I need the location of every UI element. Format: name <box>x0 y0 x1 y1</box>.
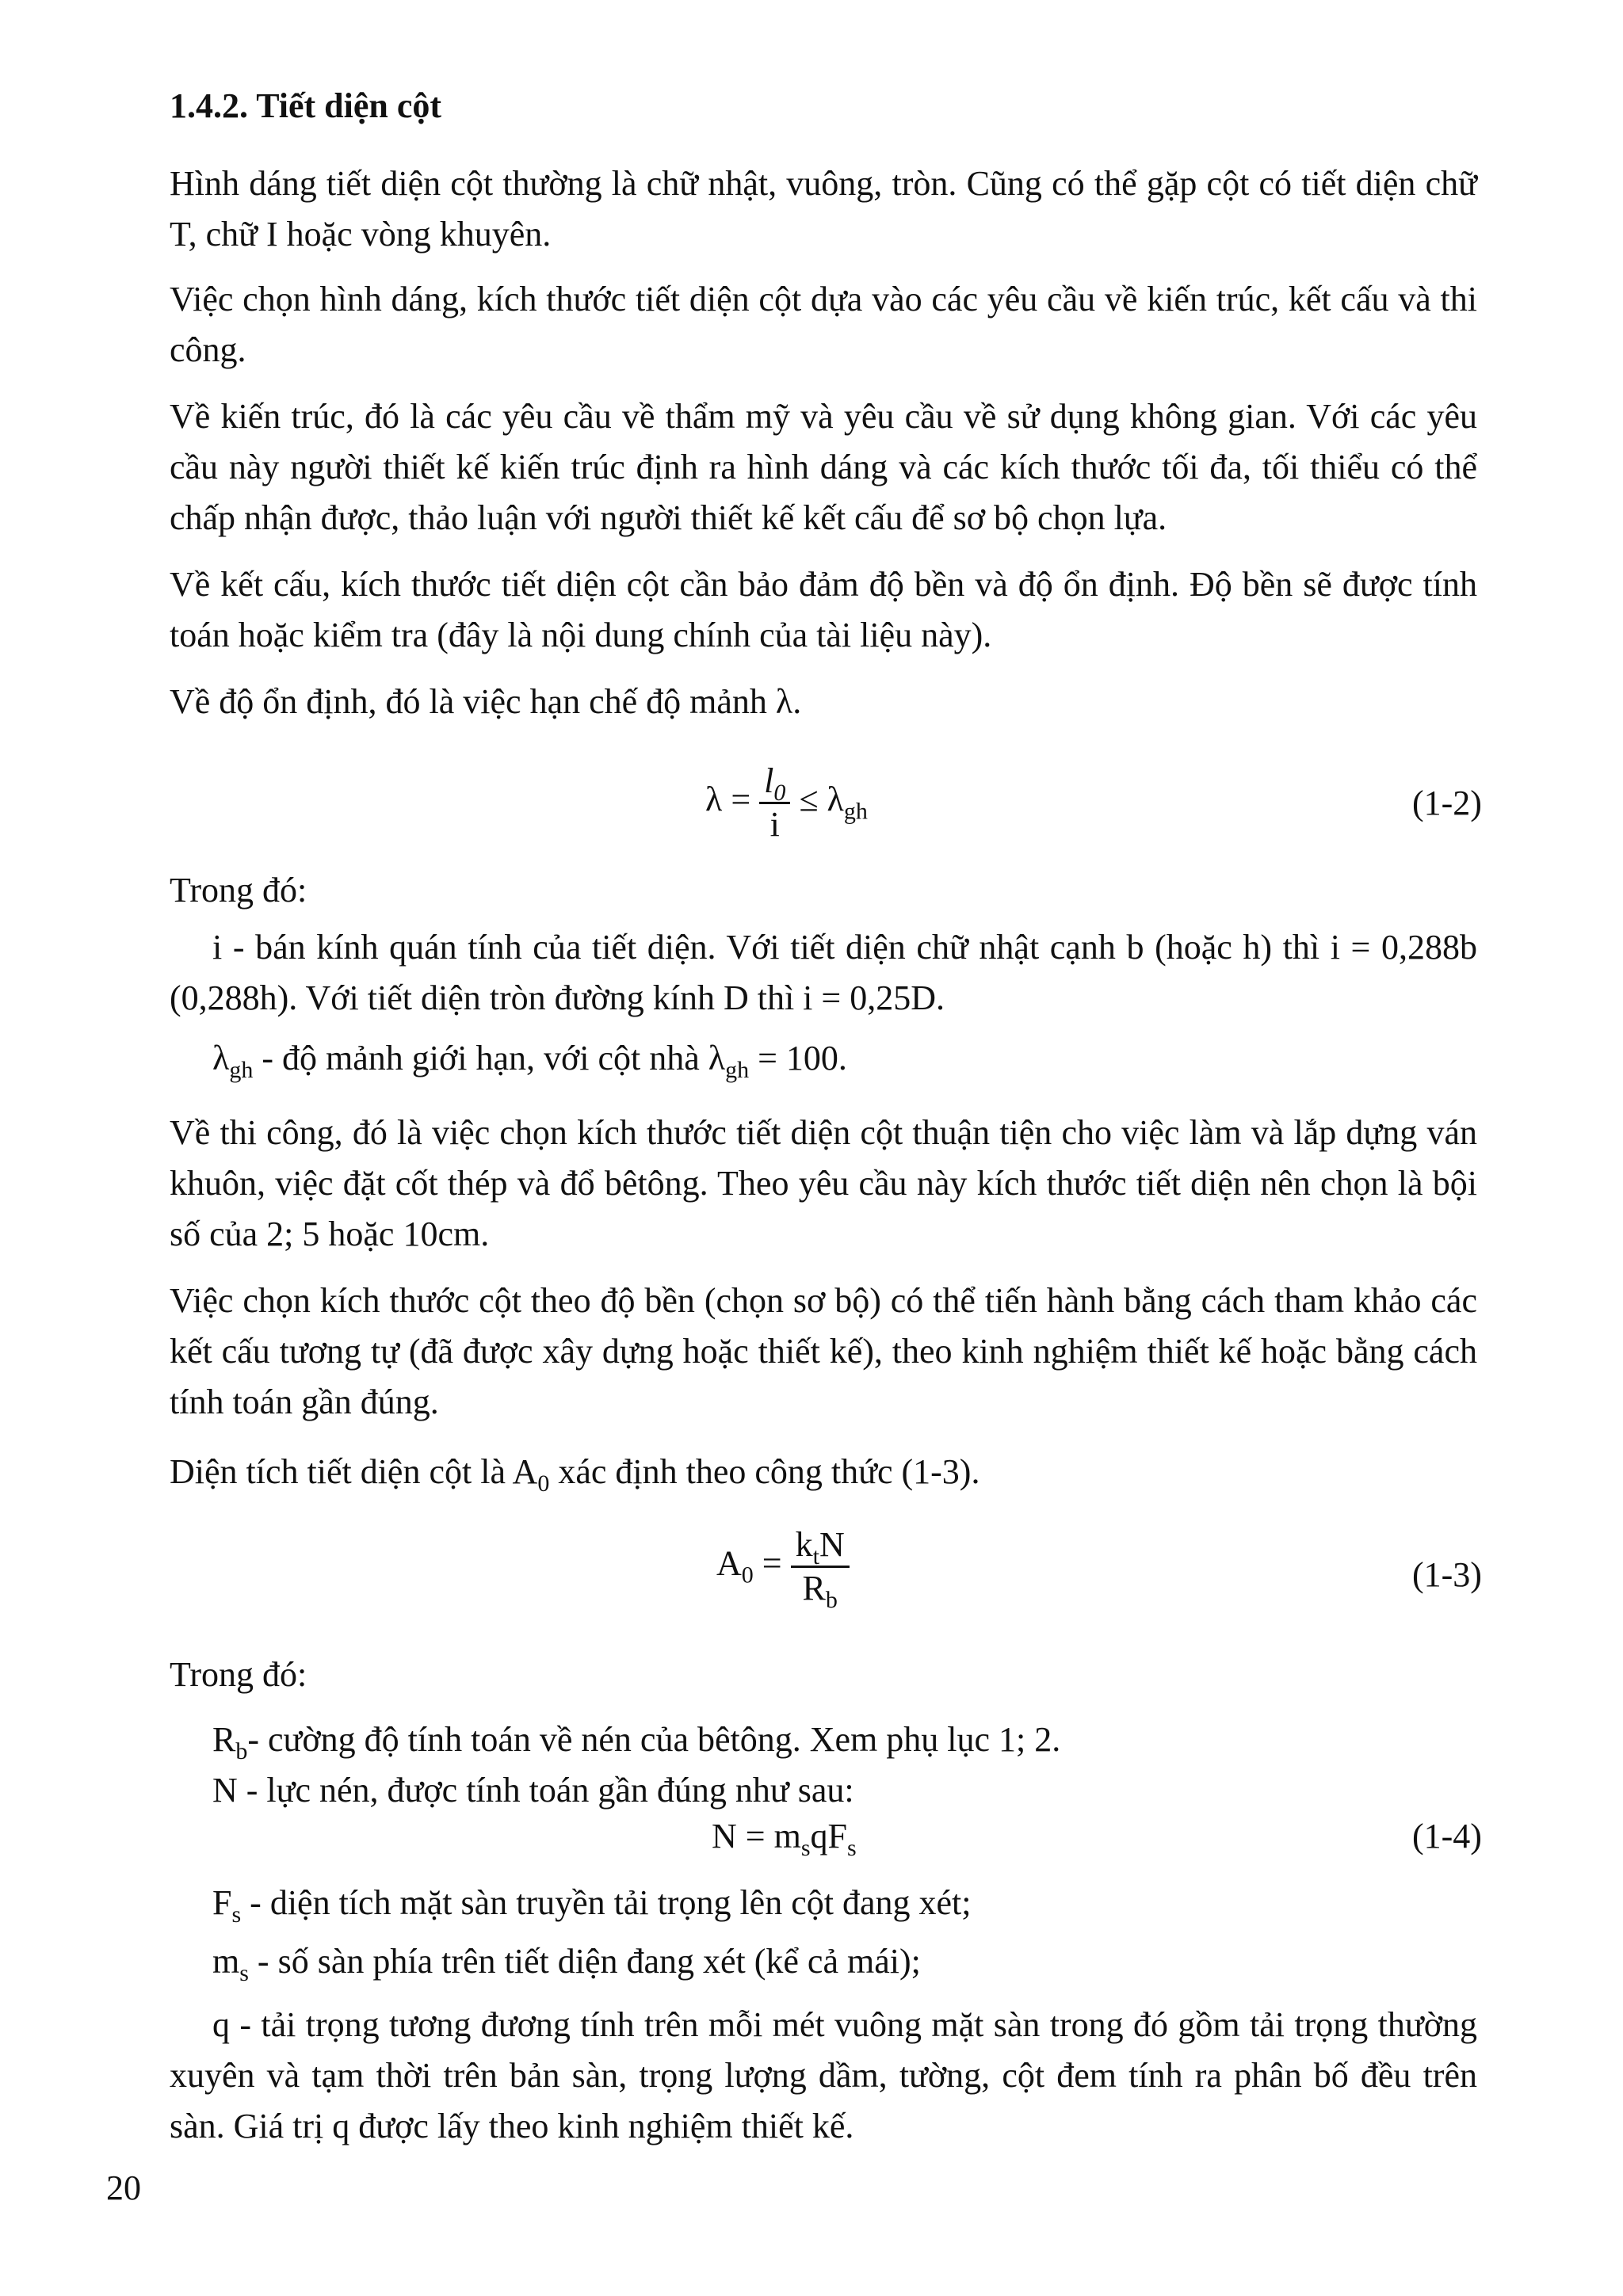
equation-number-1-4: (1-4) <box>1412 1817 1482 1855</box>
definition-lambda-gh: $\lambda_{gh}$ - độ mảnh giới hạn, với cột nhà $\lambda_{gh} = 100$. <box>212 1039 847 1083</box>
paragraph-selection: Việc chọn hình dáng, kích thước tiết diện cột dựa vào các yêu cầu về kiến trúc, kết cấu và thi công. <box>170 280 1477 369</box>
paragraph-structure: Về kết cấu, kích thước tiết diện cột cần bảo đảm độ bền và độ ổn định. Độ bền sẽ được tính toán hoặc kiểm tra (đây là nội dung chính của tài liệu này). <box>170 565 1477 654</box>
definition-q: q - tải trọng tương đương tính trên mỗi mét vuông mặt sàn trong đó gồm tải trọng thường xuyên và tạm thời trên bản sàn, trọng lượng dầm, tường, cột đem tính ra phân bố đều trên sàn. Giá trị q được lấy theo kinh nghiệm thiết kế. <box>170 2005 1477 2145</box>
equation-1-4: $N = m_sqF_s$ <box>712 1817 857 1861</box>
definition-n: N - lực nén, được tính toán gần đúng như sau: <box>212 1771 854 1810</box>
equation-number-1-2: (1-2) <box>1412 784 1482 822</box>
paragraph-shapes: Hình dáng tiết diện cột thường là chữ nhật, vuông, tròn. Cũng có thể gặp cột có tiết diện chữ T, chữ I hoặc vòng khuyên. <box>170 164 1477 254</box>
definition-fs: $F_s$ - diện tích mặt sàn truyền tải trọng lên cột đang xét; <box>212 1883 972 1928</box>
fraction: $\frac{k_tN}{R_b}$ <box>791 1524 850 1609</box>
paragraph-architecture: Về kiến trúc, đó là các yêu cầu về thẩm mỹ và yêu cầu về sử dụng không gian. Với các yêu cầu này người thiết kế kiến trúc định ra hình dáng và các kích thước tối đa, tối thiểu có thể chấp nhận được, thảo luận với người thiết kế kết cấu để sơ bộ chọn lựa. <box>170 397 1477 537</box>
where-label: Trong đó: <box>170 871 307 910</box>
page-number: 20 <box>106 2168 141 2207</box>
fraction: $\frac{l_0}{i}$ <box>759 761 790 845</box>
paragraph-preliminary: Việc chọn kích thước cột theo độ bền (chọn sơ bộ) có thể tiến hành bằng cách tham khảo các kết cấu tương tự (đã được xây dựng hoặc thiết kế), theo kinh nghiệm thiết kế hoặc bằng cách tính toán gần đúng. <box>170 1281 1477 1421</box>
equation-number-1-3: (1-3) <box>1412 1555 1482 1594</box>
definition-i: i - bán kính quán tính của tiết diện. Với tiết diện chữ nhật cạnh b (hoặc h) thì i = 0,288b (0,288h). Với tiết diện tròn đường kính D thì i = 0,25D. <box>170 928 1477 1017</box>
paragraph-area: Diện tích tiết diện cột là $A_0$ xác định theo công thức (1-3). <box>170 1452 980 1497</box>
paragraph-stability: Về độ ổn định, đó là việc hạn chế độ mảnh λ. <box>170 682 802 721</box>
where-label: Trong đó: <box>170 1655 307 1694</box>
equation-1-3: $A_0$ = $\frac{k_tN}{R_b}$ <box>716 1524 850 1609</box>
equation-1-2: λ = $\frac{l_0}{i}$ ≤ $\lambda_{gh}$ <box>705 761 868 844</box>
definition-ms: $m_s$ - số sàn phía trên tiết diện đang xét (kể cả mái); <box>212 1942 921 1986</box>
paragraph-construction: Về thi công, đó là việc chọn kích thước tiết diện cột thuận tiện cho việc làm và lắp dựng ván khuôn, việc đặt cốt thép và đổ bêtông. Theo yêu cầu này kích thước tiết diện nên chọn là bội số của 2; 5 hoặc 10cm. <box>170 1113 1477 1253</box>
definition-rb: $R_b-$ cường độ tính toán về nén của bêtông. Xem phụ lục 1; 2. <box>212 1720 1061 1764</box>
section-heading: 1.4.2. Tiết diện cột <box>170 86 442 125</box>
